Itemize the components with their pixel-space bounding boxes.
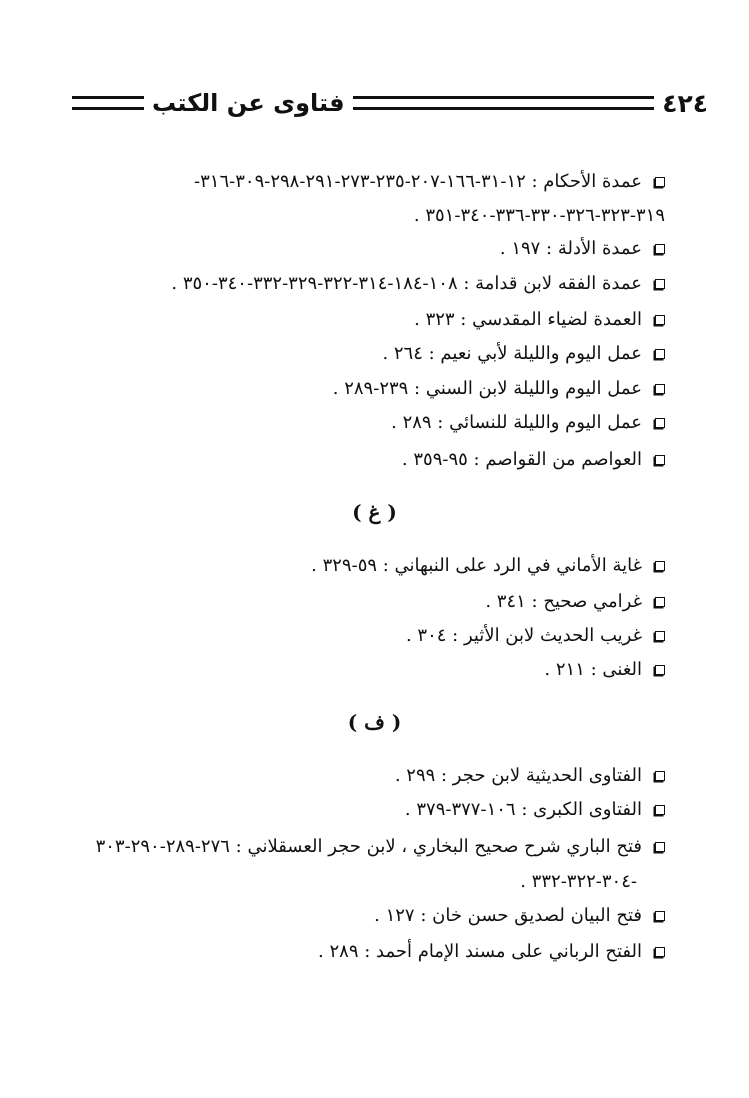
entry-continuation: -٣٠٤-٣٢٢-٣٣٢ . (520, 871, 637, 892)
entry-text: فتح البيان لصديق حسن خان : ١٢٧ . (374, 905, 642, 926)
entry-text: عمدة الأدلة : ١٩٧ . (499, 238, 642, 259)
square-bullet-icon (655, 384, 665, 394)
entry-text: غرامي صحيح : ٣٤١ . (485, 591, 642, 612)
square-bullet-icon (655, 842, 665, 852)
index-entry (333, 380, 665, 398)
entry-text: عمل اليوم والليلة لابن السني : ٢٣٩-٢٨٩ . (332, 378, 642, 399)
square-bullet-icon (655, 911, 665, 921)
entry-text: فتح الباري شرح صحيح البخاري ، لابن حجر العسقلاني : ٢٧٦-٢٨٩-٢٩٠-٣٠٣ (95, 836, 642, 857)
section-letter-ghain: ( غ ) (352, 500, 397, 524)
index-entry (402, 451, 665, 469)
entry-text: عمل اليوم والليلة لأبي نعيم : ٢٦٤ . (382, 343, 642, 364)
index-entry (544, 661, 665, 679)
square-bullet-icon (655, 771, 665, 781)
index-entry (311, 557, 665, 575)
index-entry (414, 311, 665, 329)
entry-text: غريب الحديث لابن الأثير : ٣٠٤ . (405, 625, 642, 646)
square-bullet-icon (655, 177, 665, 187)
square-bullet-icon (655, 561, 665, 571)
square-bullet-icon (655, 418, 665, 428)
entry-text: غاية الأماني في الرد على النبهاني : ٥٩-٣٢٩ . (311, 555, 642, 576)
square-bullet-icon (655, 244, 665, 254)
index-entry (391, 414, 665, 432)
index-entry (406, 627, 665, 645)
index-entry (395, 767, 665, 785)
square-bullet-icon (655, 947, 665, 957)
index-entry (374, 907, 665, 925)
entry-text: عمل اليوم والليلة للنسائي : ٢٨٩ . (391, 412, 642, 433)
square-bullet-icon (655, 597, 665, 607)
entry-text: عمدة الأحكام : ١٢-٣١-١٦٦-٢٠٧-٢٣٥-٢٧٣-٢٩١-٢٩٨-٣٠٩-٣١٦- (194, 171, 642, 192)
square-bullet-icon (655, 631, 665, 641)
index-entry (194, 173, 665, 191)
square-bullet-icon (655, 279, 665, 289)
index-entry (96, 838, 665, 856)
index-entry (405, 801, 665, 819)
index-entry (485, 593, 665, 611)
index-entry (382, 345, 665, 363)
entry-text: الغنى : ٢١١ . (544, 659, 642, 680)
entry-text: عمدة الفقه لابن قدامة : ١٠٨-١٨٤-٣١٤-٣٢٢-٣٢٩-٣٣٢-٣٤٠-٣٥٠ . (171, 273, 642, 294)
index-entry (500, 240, 665, 258)
square-bullet-icon (655, 349, 665, 359)
section-letter-fa: ( ف ) (347, 710, 402, 734)
entry-continuation: ٣١٩-٣٢٣-٣٢٦-٣٣٠-٣٣٦-٣٤٠-٣٥١ . (413, 205, 665, 226)
square-bullet-icon (655, 315, 665, 325)
entry-text: العمدة لضياء المقدسي : ٣٢٣ . (414, 309, 642, 330)
entry-text: الفتاوى الكبرى : ١٠٦-٣٧٧-٣٧٩ . (404, 799, 642, 820)
square-bullet-icon (655, 455, 665, 465)
entry-text: الفتح الرباني على مسند الإمام أحمد : ٢٨٩ . (318, 941, 642, 962)
square-bullet-icon (655, 665, 665, 675)
square-bullet-icon (655, 805, 665, 815)
index-entry (318, 943, 665, 961)
index-entry (171, 275, 665, 293)
entry-text: الفتاوى الحديثية لابن حجر : ٢٩٩ . (394, 765, 642, 786)
header-title: فتاوى عن الكتب (152, 89, 345, 117)
page-number: ٤٢٤ (662, 88, 708, 118)
entry-text: العواصم من القواصم : ٩٥-٣٥٩ . (401, 449, 642, 470)
